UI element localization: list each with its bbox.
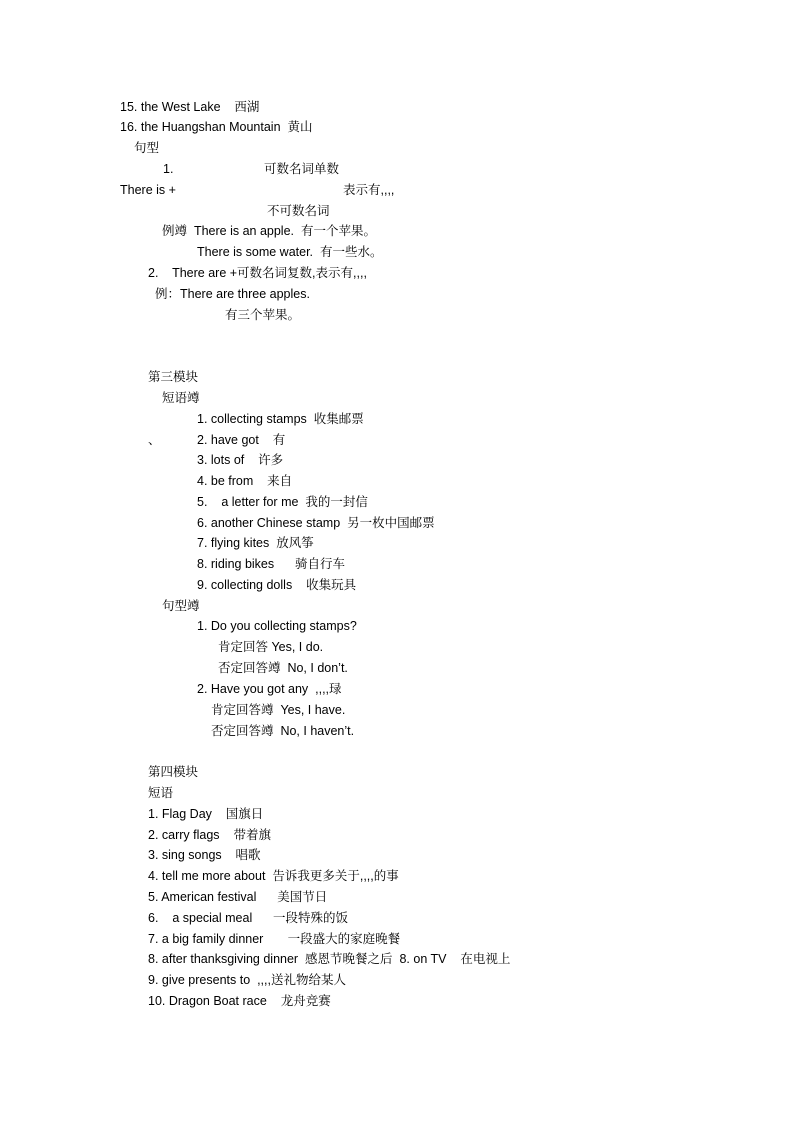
stray-mark: 、 <box>148 433 161 447</box>
module-3-sentence-1-no: 否定回答竴 No, I don’t. <box>218 661 348 675</box>
module-4-phrase: 4. tell me more about 告诉我更多关于,,,,的事 <box>148 869 399 883</box>
module-3-phrase: 7. flying kites 放风筝 <box>197 536 314 550</box>
pattern-1-example-1: 例竴 There is an apple. 有一个苹果。 <box>162 224 376 238</box>
phrase-west-lake: 15. the West Lake 西湖 <box>120 100 260 114</box>
module-3-title: 第三模块 <box>148 370 199 384</box>
module-3-phrase: 1. collecting stamps 收集邮票 <box>197 412 364 426</box>
module-3-phrase: 4. be from 来自 <box>197 474 293 488</box>
module-4-title: 第四模块 <box>148 765 199 779</box>
module-4-phrase: 2. carry flags 带着旗 <box>148 828 271 842</box>
module-3-phrase: 2. have got 有 <box>197 433 286 447</box>
module-3-sentence-2: 2. Have you got any ,,,,琭 <box>197 682 342 696</box>
module-3-phrase: 3. lots of 许多 <box>197 453 284 467</box>
module-3-phrase: 9. collecting dolls 收集玩具 <box>197 578 357 592</box>
module-4-phrase: 1. Flag Day 国旗日 <box>148 807 264 821</box>
pattern-1-countable-singular: 可数名词单数 <box>264 162 340 176</box>
module-3-phrase: 6. another Chinese stamp 另一枚中国邮票 <box>197 516 435 530</box>
module-3-sentence-2-no: 否定回答竴 No, I haven’t. <box>211 724 355 738</box>
pattern-1-there-is: There is + <box>120 183 176 197</box>
pattern-2-example: 例：There are three apples. <box>155 287 310 301</box>
module-4-phrase: 3. sing songs 唱歌 <box>148 848 261 862</box>
pattern-2: 2. There are +可数名词复数,表示有,,,, <box>148 266 367 280</box>
pattern-1-example-2: There is some water. 有一些水。 <box>197 245 383 259</box>
pattern-1-meaning: 表示有,,,, <box>343 183 395 197</box>
module-3-phrases-heading: 短语竴 <box>162 391 200 405</box>
module-3-phrase: 5. a letter for me 我的一封信 <box>197 495 368 509</box>
module-3-sentences-heading: 句型竴 <box>162 599 200 613</box>
module-4-phrase: 10. Dragon Boat race 龙舟竞赛 <box>148 994 331 1008</box>
module-3-phrase: 8. riding bikes 骑自行车 <box>197 557 345 571</box>
module-3-sentence-2-yes: 肯定回答竴 Yes, I have. <box>211 703 346 717</box>
module-4-phrase: 8. after thanksgiving dinner 感恩节晚餐之后 8. on TV 在电视上 <box>148 952 511 966</box>
pattern-1-number: 1. <box>163 162 174 176</box>
module-4-phrase: 5. American festival 美国节日 <box>148 890 328 904</box>
module-4-phrase: 7. a big family dinner 一段盛大的家庭晚餐 <box>148 932 401 946</box>
pattern-1-uncountable: 不可数名词 <box>267 204 330 218</box>
phrase-huangshan: 16. the Huangshan Mountain 黄山 <box>120 120 313 134</box>
module-4-phrase: 9. give presents to ,,,,送礼物给某人 <box>148 973 346 987</box>
module-4-phrase: 6. a special meal 一段特殊的饭 <box>148 911 349 925</box>
sentence-patterns-heading: 句型 <box>134 141 160 155</box>
pattern-2-example-chinese: 有三个苹果。 <box>225 308 301 322</box>
module-4-phrases-heading: 短语 <box>148 786 174 800</box>
module-3-sentence-1-yes: 肯定回答 Yes, I do. <box>218 640 324 654</box>
module-3-sentence-1: 1. Do you collecting stamps? <box>197 619 357 633</box>
